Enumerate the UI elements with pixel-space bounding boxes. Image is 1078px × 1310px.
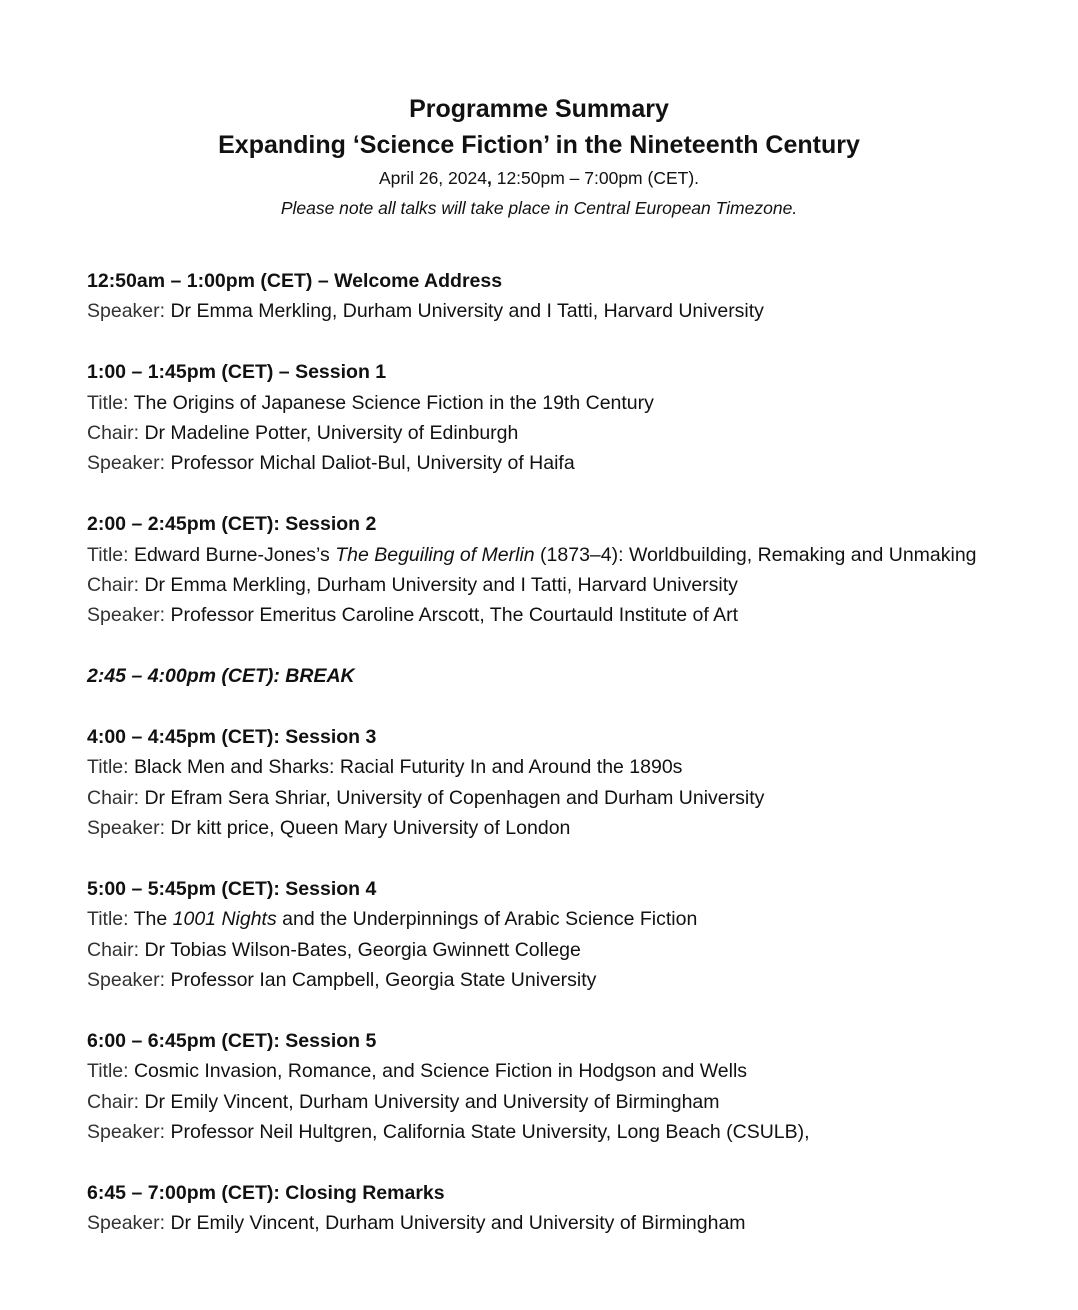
session-speaker	[87, 813, 1047, 843]
session-speaker	[87, 1208, 1047, 1238]
title-label: Title:	[87, 1060, 134, 1083]
speaker-label: Speaker:	[87, 1212, 171, 1235]
speaker-value: Professor Michal Daliot-Bul, University of Haifa	[170, 452, 575, 475]
chair-value: Dr Madeline Potter, University of Edinburgh	[144, 422, 519, 445]
session-title	[87, 388, 1047, 418]
session-speaker	[87, 600, 1047, 630]
speaker-value: Professor Ian Campbell, Georgia State University	[170, 969, 597, 992]
session-welcome	[87, 266, 1047, 327]
session-chair	[87, 570, 1047, 600]
session-3	[87, 722, 1047, 844]
session-heading: 12:50am – 1:00pm (CET) – Welcome Address	[87, 270, 503, 292]
title-value: The Origins of Japanese Science Fiction in the 19th Century	[133, 391, 654, 414]
chair-value: Dr Efram Sera Shriar, University of Copenhagen and Durham University	[144, 786, 765, 809]
title-value: Black Men and Sharks: Racial Futurity In and Around the 1890s	[133, 756, 683, 779]
session-title	[87, 752, 1047, 782]
title-value-italic: The Beguiling of Merlin	[335, 543, 535, 566]
title-value-pre: Edward Burne-Jones’s	[133, 543, 336, 566]
speaker-label: Speaker:	[87, 1121, 171, 1144]
session-2	[87, 509, 1047, 631]
chair-label: Chair:	[87, 938, 145, 961]
session-chair	[87, 418, 1047, 448]
timezone-note: Please note all talks will take place in Central European Timezone.	[280, 198, 798, 218]
session-speaker	[87, 448, 1047, 478]
event-date	[0, 164, 1078, 192]
title-value: Cosmic Invasion, Romance, and Science Fiction in Hodgson and Wells	[133, 1060, 748, 1083]
session-heading: 2:45 – 4:00pm (CET): BREAK	[87, 665, 355, 688]
title-label: Title:	[87, 756, 134, 779]
chair-label: Chair:	[87, 1090, 145, 1113]
chair-value: Dr Emma Merkling, Durham University and I Tatti, Harvard University	[144, 574, 738, 597]
chair-label: Chair:	[87, 422, 145, 445]
session-heading: 1:00 – 1:45pm (CET) – Session 1	[87, 361, 387, 384]
session-heading: 2:00 – 2:45pm (CET): Session 2	[87, 513, 377, 536]
session-1	[87, 357, 1047, 479]
session-chair	[87, 1087, 1047, 1117]
session-5	[87, 1026, 1047, 1148]
session-title	[87, 540, 1047, 570]
chair-label: Chair:	[87, 786, 145, 809]
speaker-label: Speaker:	[87, 817, 171, 840]
session-speaker	[87, 296, 1047, 326]
chair-value: Dr Tobias Wilson-Bates, Georgia Gwinnett College	[144, 938, 581, 961]
session-heading: 6:45 – 7:00pm (CET): Closing Remarks	[87, 1182, 445, 1205]
programme-list	[87, 266, 1047, 1269]
session-chair	[87, 935, 1047, 965]
session-title	[87, 904, 1047, 934]
page-title: Programme Summary	[409, 95, 669, 123]
title-value-post: and the Underpinnings of Arabic Science Fiction	[276, 908, 698, 931]
speaker-value: Dr Emily Vincent, Durham University and University of Birmingham	[170, 1212, 746, 1235]
programme-header	[0, 92, 1078, 224]
session-heading: 4:00 – 4:45pm (CET): Session 3	[87, 726, 377, 749]
speaker-value: Professor Emeritus Caroline Arscott, The Courtauld Institute of Art	[170, 604, 739, 627]
session-speaker	[87, 1117, 1047, 1147]
title-label: Title:	[87, 543, 134, 566]
session-chair	[87, 783, 1047, 813]
session-4	[87, 874, 1047, 996]
speaker-value: Dr Emma Merkling, Durham University and I Tatti, Harvard University	[170, 300, 764, 323]
speaker-label: Speaker:	[87, 969, 171, 992]
session-heading: 5:00 – 5:45pm (CET): Session 4	[87, 878, 377, 901]
title-label: Title:	[87, 908, 134, 931]
session-speaker	[87, 965, 1047, 995]
speaker-label: Speaker:	[87, 452, 171, 475]
speaker-label: Speaker:	[87, 300, 171, 323]
session-title	[87, 1056, 1047, 1086]
title-value-italic: 1001 Nights	[172, 908, 277, 931]
title-label: Title:	[87, 391, 134, 414]
title-value-pre: The	[133, 908, 173, 931]
speaker-value: Professor Neil Hultgren, California State University, Long Beach (CSULB),	[170, 1121, 810, 1144]
chair-value: Dr Emily Vincent, Durham University and University of Birmingham	[144, 1090, 720, 1113]
session-break	[87, 661, 1047, 691]
chair-label: Chair:	[87, 574, 145, 597]
speaker-label: Speaker:	[87, 604, 171, 627]
session-heading: 6:00 – 6:45pm (CET): Session 5	[87, 1030, 377, 1053]
session-closing	[87, 1178, 1047, 1239]
speaker-value: Dr kitt price, Queen Mary University of London	[170, 817, 571, 840]
event-date-time: 12:50pm – 7:00pm (CET).	[491, 168, 700, 188]
event-date-comma: ,	[486, 168, 492, 188]
event-title: Expanding ‘Science Fiction’ in the Nineteenth Century	[218, 131, 860, 159]
event-date-day: April 26, 2024	[378, 168, 487, 188]
title-value-post: (1873–4): Worldbuilding, Remaking and Unmaking	[534, 543, 977, 566]
